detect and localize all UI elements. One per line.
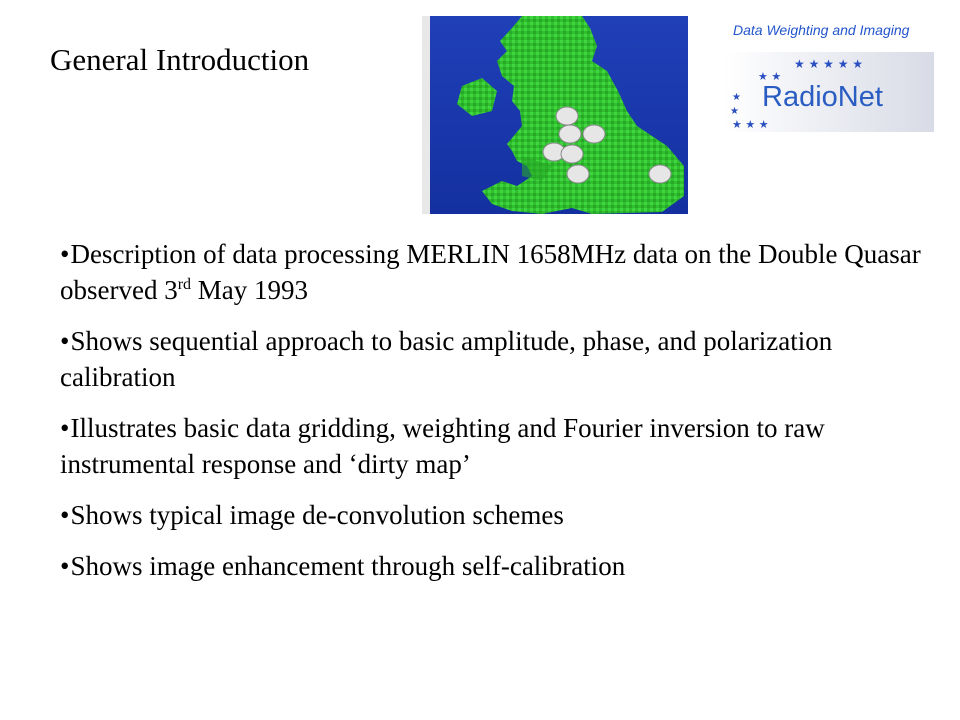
svg-text:★: ★ — [730, 106, 739, 117]
bullet-item: •Shows image enhancement through self-calibration — [60, 551, 626, 581]
bullet-item: •Illustrates basic data gridding, weighting and Fourier inversion to raw instrumental response and ‘dirty map’ — [60, 413, 825, 479]
merlin-map-image — [422, 16, 688, 214]
bullet-item: •Shows sequential approach to basic amplitude, phase, and polarization calibration — [60, 326, 833, 392]
bullet-item: •Shows typical image de-convolution schemes — [60, 500, 564, 530]
bullet-list — [60, 236, 930, 599]
header-tag: Data Weighting and Imaging — [733, 22, 910, 38]
slide-title: General Introduction — [50, 42, 310, 77]
svg-text:★ ★: ★ ★ — [758, 70, 782, 83]
svg-text:★ ★ ★ ★ ★: ★ ★ ★ ★ ★ — [794, 57, 864, 71]
radionet-logo — [724, 52, 934, 132]
bullet-item: •Description of data processing MERLIN 1658MHz data on the Double Quasar observed 3rd May 1993 — [60, 239, 921, 305]
logo-text: RadioNet — [762, 81, 883, 113]
svg-text:★ ★ ★: ★ ★ ★ — [732, 118, 769, 131]
svg-text:★: ★ — [732, 92, 741, 103]
